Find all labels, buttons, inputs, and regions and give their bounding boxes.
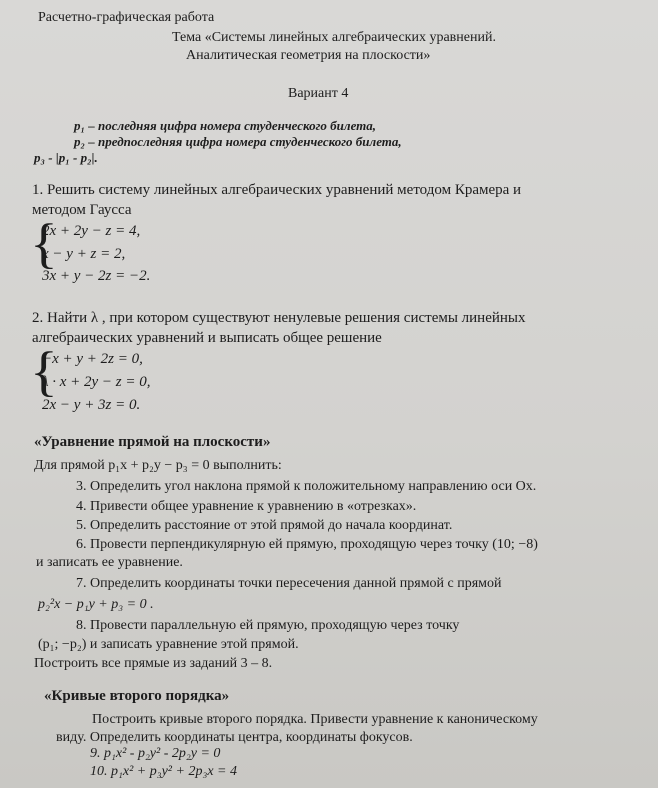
task1-eq1: 2x + 2y − z = 4, [42, 223, 141, 239]
item-6-line2: и записать ее уравнение. [36, 555, 183, 570]
task2-eq2: λ · x + 2y − z = 0, [42, 374, 151, 390]
build-lines: Построить все прямые из заданий 3 – 8. [34, 656, 273, 671]
item-8-line2: (p₁; −p₂) и записать уравнение этой прямой. [38, 637, 299, 652]
curves-section-heading: «Кривые второго порядка» [44, 688, 230, 704]
topic-line1: Тема «Системы линейных алгебраических уравнений. [172, 30, 496, 45]
item-8-line1: 8. Провести параллельную ей прямую, проходящую через точку [76, 618, 460, 633]
work-type: Расчетно-графическая работа [38, 10, 215, 25]
task2-line1: 2. Найти λ , при котором существуют ненулевые решения системы линейных [32, 310, 526, 326]
task2-eq1: −x + y + 2z = 0, [42, 351, 143, 367]
param-p3: p₃ - |p₁ - p₂|. [34, 150, 98, 165]
item-9: 9. p₁x² - p₂y² - 2p₂y = 0 [90, 746, 221, 761]
item-4: 4. Привести общее уравнение к уравнению в «отрезках». [76, 499, 417, 514]
item-6-line1: 6. Провести перпендикулярную ей прямую, проходящую через точку (10; −8) [76, 537, 538, 552]
line-intro: Для прямой p₁x + p₂y − p₃ = 0 выполнить: [34, 458, 282, 473]
task1-eq2: x − y + z = 2, [42, 246, 126, 262]
task1-eq3: 3x + y − 2z = −2. [42, 268, 151, 284]
task1-brace: { [30, 212, 58, 274]
task2-brace: { [30, 340, 58, 402]
task2-line2: алгебраических уравнений и выписать общее решение [32, 330, 382, 346]
task1-line2: методом Гаусса [32, 202, 132, 218]
param-p1: p₁ – последняя цифра номера студенческого билета, [74, 118, 377, 133]
variant-title: Вариант 4 [288, 86, 349, 101]
curves-text-line1: Построить кривые второго порядка. Привести уравнение к каноническому [92, 712, 538, 727]
line-section-heading: «Уравнение прямой на плоскости» [34, 434, 271, 450]
item-5: 5. Определить расстояние от этой прямой до начала координат. [76, 518, 453, 533]
item-3: 3. Определить угол наклона прямой к положительному направлению оси Ox. [76, 479, 537, 494]
topic-line2: Аналитическая геометрия на плоскости» [186, 48, 431, 63]
param-p2: p₂ – предпоследняя цифра номера студенческого билета, [74, 134, 402, 149]
curves-text-line2: виду. Определить координаты центра, координаты фокусов. [56, 730, 413, 745]
item-7-line1: 7. Определить координаты точки пересечения данной прямой с прямой [76, 576, 502, 591]
task2-eq3: 2x − y + 3z = 0. [42, 397, 141, 413]
item-10: 10. p₁x² + p₃y² + 2p₃x = 4 [90, 764, 237, 779]
item-7-line2: p₂²x − p₁y + p₃ = 0 . [38, 597, 154, 612]
task1-line1: 1. Решить систему линейных алгебраических уравнений методом Крамера и [32, 182, 522, 198]
